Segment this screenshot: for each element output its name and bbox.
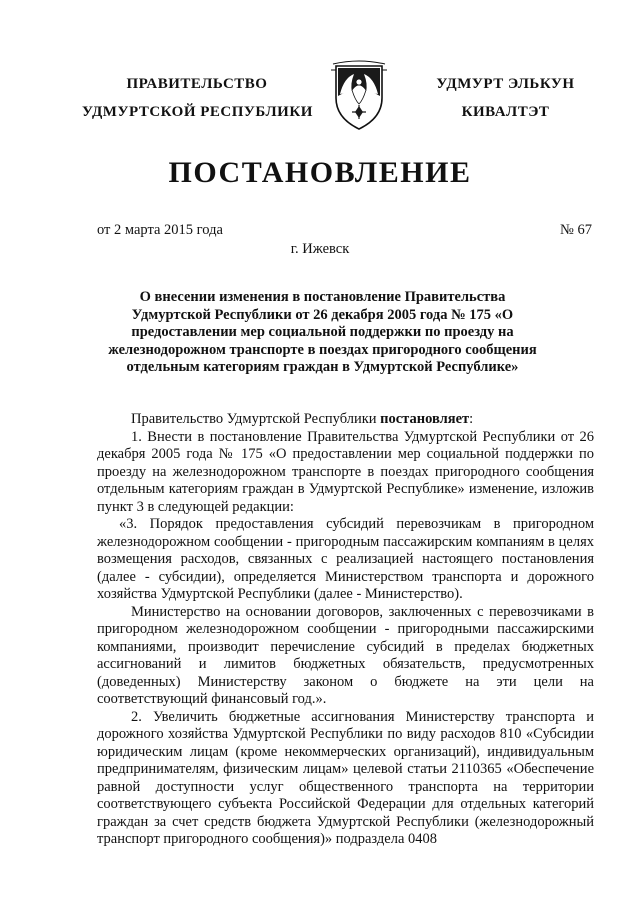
body-paragraph-2: «3. Порядок предоставления субсидий перевозчикам в пригородном железнодорожном сообщении - пригородным пассажирским компаниям в целях возмещения расходов, связанных с реализацией настоящего постановления (далее - субсидии), определяется Министерством транспорта и дорожного хозяйства Удмуртской Республики (далее - Министерство). xyxy=(97,516,594,602)
body-paragraph-1: 1. Внести в постановление Правительства Удмуртской Республики от 26 декабря 2005 года № 175 «О предоставлении мер социальной поддержки по проезду на железнодорожном транспорте в поездах пригородного сообщения отдельным категориям граждан в Удмуртской Республике» изменение, изложив пункт 3 в следующей редакции: xyxy=(97,428,594,515)
document-subject: О внесении изменения в постановление Правительства Удмуртской Республики от 26 декабря 2005 года № 175 «О предоставлении мер социальной поддержки по проезду на железнодорожном транспорте в поездах пригородного сообщения отдельным категориям граждан в Удмуртской Республике» xyxy=(108,289,537,375)
header-left-line1: ПРАВИТЕЛЬСТВО xyxy=(126,76,268,92)
udmurt-coat-of-arms-icon xyxy=(330,60,388,132)
document-title: ПОСТАНОВЛЕНИЕ xyxy=(168,156,472,189)
header-right-authority xyxy=(418,70,593,126)
document-number: № 67 xyxy=(560,222,592,238)
intro-end: : xyxy=(469,411,474,427)
document-city: г. Ижевск xyxy=(290,241,350,257)
header-right-line2: КИВАЛТЭТ xyxy=(461,104,550,120)
document-date: от 2 марта 2015 года xyxy=(97,222,223,238)
header-left-line2: УДМУРТСКОЙ РЕСПУБЛИКИ xyxy=(82,104,313,120)
body-paragraph-4: 2. Увеличить бюджетные ассигнования Министерству транспорта и дорожного хозяйства Удмуртской Республики по виду расходов 810 «Субсидии юридическим лицам (кроме некоммерческих организаций), индивидуальным предпринимателям, физическим лицам» целевой статьи 2110365 «Обеспечение равной доступности услуг общественного транспорта на территории соответствующего субъекта Российской Федерации для отдельных категорий граждан за счет средств бюджета Удмуртской Республики (железнодорожный транспорт пригородного сообщения)» подраздела 0408 xyxy=(97,708,594,847)
intro-bold-verb: постановляет xyxy=(380,411,470,427)
document-body xyxy=(97,411,594,849)
body-intro xyxy=(97,411,594,429)
header-right-line1: УДМУРТ ЭЛЬКУН xyxy=(436,76,575,92)
body-paragraph-3: Министерство на основании договоров, заключенных с перевозчиками в пригородном железнодорожном сообщении - пригородными пассажирскими компаниями, производит перечисление субсидий в пределах бюджетных ассигнований и лимитов бюджетных обязательств, предусмотренных (доведенных) Министерству законом о бюджете на эти цели на соответствующий финансовый год.». xyxy=(97,603,594,707)
header-left-authority xyxy=(82,70,312,126)
intro-text: Правительство Удмуртской Республики xyxy=(131,411,381,427)
